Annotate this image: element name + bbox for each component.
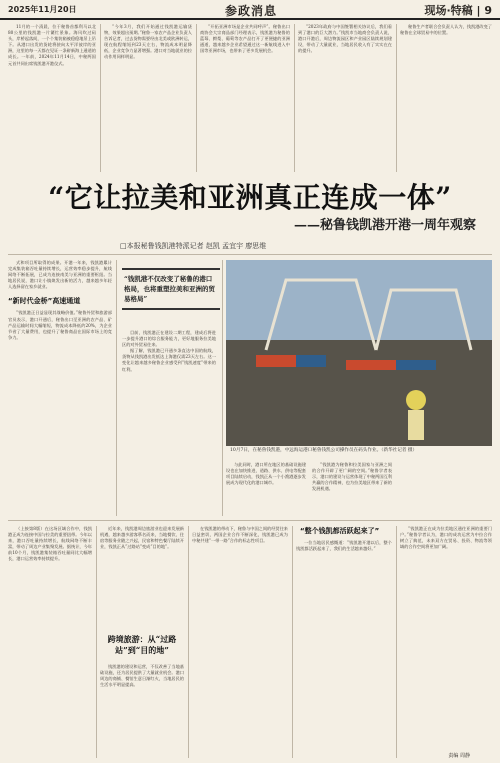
byline: □本报秘鲁钱凯港特派记者 赵凯 孟宜宇 廖思维	[120, 242, 267, 250]
top-column-1: 11月的一个清晨，位于秘鲁首都利马以北80公里的钱凯港一片繁忙景象。海风吹过码头，岸桥起落间，一个个集装箱被稳稳地吊上吊下。从港口出发的货轮将驶向太平洋彼岸的亚洲，这里的每一天都在见证一条崭新海上通道的成长。一年前，2024年11月14日，中秘两国元首共同出席钱凯港开港仪式。	[8, 24, 96, 66]
bottom-column-3: 在钱凯港的带动下，秘鲁与中国之间的经贸往来日益密切，两国企业合作不断深化，钱凯港已成为中秘共建“一带一路”合作的标志性项目。	[192, 526, 288, 544]
top-column-5: 秘鲁生产者联合会负责人认为，钱凯港改变了秘鲁在全球贸易中的位置。	[400, 24, 492, 36]
mid-column-4: “钱凯港为秘鲁和拉美国家与亚洲之间的合作开辟了更广阔的空间。”秘鲁学者表示，港口的建设与运营体现了中秘两国互利共赢的合作精神，也为拉美地区带来了新的发展机遇。	[312, 462, 392, 492]
bottom-column-2b: 钱凯港的建设和运营，不仅改善了当地基础设施，还为居民提供了大量就业机会。港口周边的商铺、餐馆生意日渐红火，当地居民的生活水平明显提高。	[100, 664, 184, 688]
bottom-column-2: 近年来，钱凯港周边旅游业也迎来发展新机遇，越来越多游客慕名而来，当地餐饮、住宿等服务业随之兴起，民宿和特色餐厅陆续开业，钱凯正从“过路站”变成“目的地”。	[100, 526, 184, 550]
bottom-column-4: 一位当地居民感慨道：“钱凯港开港以后，整个钱凯都活跃起来了，我们的生活越来越好。”	[296, 540, 392, 552]
pull-quote: “钱凯港不仅改变了秘鲁的港口格局，也将重塑拉美和亚洲的贸易格局”	[122, 268, 220, 310]
page-header	[0, 0, 500, 20]
section-label: 现场·特稿 | 9	[424, 4, 492, 17]
issue-date: 2025年11月20日	[8, 5, 77, 14]
mid-column-3: 与此同时，港口所在地区的基础设施建设也在加快推进，道路、供水、供电等配套项目陆续启动，钱凯正从一个小渔港逐步发展成为现代化的港口城市。	[226, 462, 306, 486]
mid-column-2: 目前，钱凯港正在建设二期工程，建成后将进一步提升港口的综合服务能力，更好地服务拉美地区的对外贸易往来。 据了解，钱凯港已开通多条直达中国的航线，货物从钱凯港出发抵达上海港仅需23天左右。这一变化让越来越多秘鲁企业感受到“钱凯速度”带来的红利。	[122, 330, 216, 372]
section-subhead: “新时代金桥”高速通道	[8, 297, 81, 306]
mid-column-1: 式和项目所取得的成果。开港一年来，钱凯港累计完成集装箱吞吐量持续增长，运营效率稳步提升，航线网络不断拓展，已成为连接南美与亚洲的重要枢纽。当地居民说，港口让小镇焕发出新的活力，越来越多年轻人选择留在家乡就业。 “新时代金桥”高速通道 “钱凯港正日益显现其战略价值。”秘鲁外贸和旅游部官员表示，港口开通后，秘鲁出口至亚洲的农产品、矿产品运输时间大幅缩短，物流成本降低约20%，为企业节省了大量费用，也提升了秘鲁商品在国际市场上的竞争力。	[8, 260, 112, 340]
masthead: 参政消息	[225, 4, 278, 18]
photo-caption: 10月7日，在秘鲁钱凯港，中远海运港口秘鲁钱凯公司操作员在码头作业。（新华社记者 摄）	[230, 448, 418, 453]
port-scene-image	[226, 260, 492, 446]
bottom-subhead: 跨境旅游：从“过路站”到“目的地”	[107, 634, 177, 655]
editor-credit: 责编 周静	[448, 753, 470, 759]
top-column-3: “开拓亚洲市场是企业共同呼声”。秘鲁出口商协会大宗商品部门经理表示，钱凯港为秘鲁的蓝莓、鳄梨、葡萄等农产品打开了更便捷的亚洲通道，越来越多企业希望通过这一新航线进入中国等亚洲市场，也带来了更多发展机会。	[200, 24, 290, 54]
news-photo	[226, 260, 492, 446]
top-column-4: “2023年政府与中国签署相关协议后，我们看到了港口的巨大潜力。”钱凯市当地商会负责人说，港口开港后，周边物流园区和产业园区陆续规划建设，带动了大量就业，当地居民收入有了实实在在的提升。	[298, 24, 392, 54]
bottom-right-heading: “整个钱凯都活跃起来了”	[300, 527, 380, 535]
bottom-column-5: “钱凯港正在成为拉美地区通往亚洲的重要门户。”秘鲁学者认为，港口的成功运营为中拉合作树立了典范，未来双方在贸易、投资、物流等领域的合作空间将更加广阔。	[400, 526, 492, 550]
subheadline: ——秘鲁钱凯港开港一周年观察	[293, 218, 476, 233]
top-column-2: “今年3月，我们开始通过钱凯港运输货物，效果超出预期。”秘鲁一家农产品企业负责人告诉记者，过去货物需要经由北美或欧洲转运，现在航程缩短到23天左右，物流成本明显降低，企业竞争力显著增强。港口对当地就业的拉动作用同样明显。	[104, 24, 192, 60]
bottom-column-1: （上接第8版）在这场区域合作中，钱凯港正成为连接中国与拉美的重要纽带。今年以来，港口吞吐量持续增长，航线网络不断丰富，带动了周边产业集聚发展。据统计，今年前10个月，钱凯港集装箱吞吐量同比大幅增长，港口运营效率持续提升。	[8, 526, 92, 562]
headline: “它让拉美和亚洲真正连成一体”	[48, 181, 452, 214]
